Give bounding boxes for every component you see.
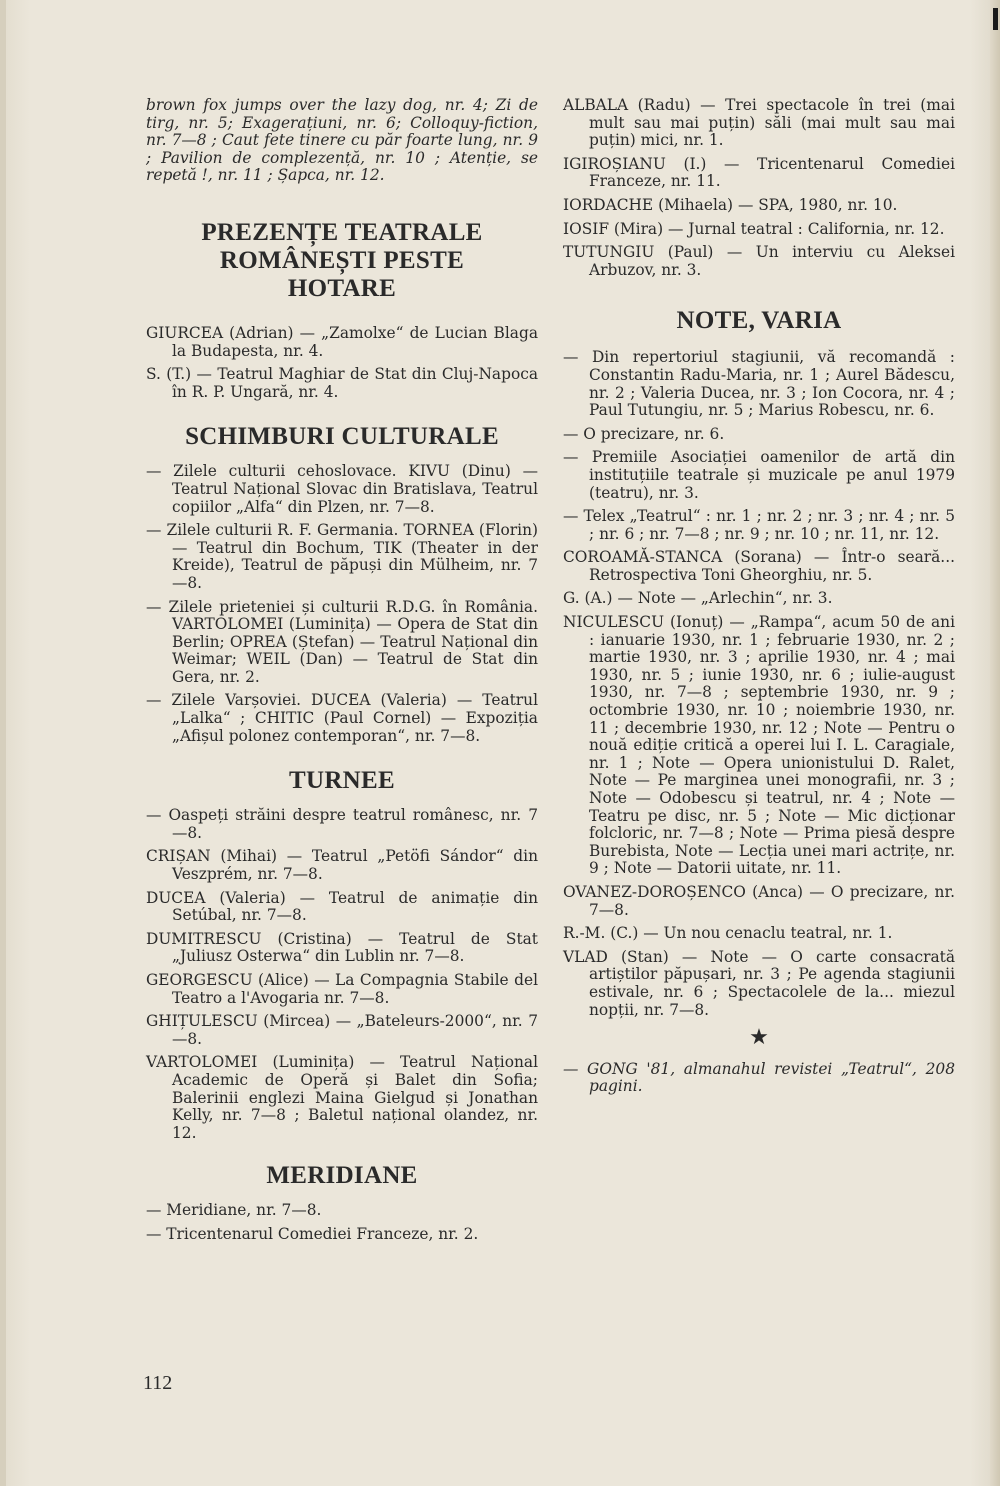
index-entry: — Zilele culturii R. F. Germania. TORNEA (Florin) — Teatrul din Bochum, TIK (Theater in der Kreide), Teatrul de păpuși din Mülheim, nr. 7—8. [146,521,538,592]
section-title-meridiane: MERIDIANE [266,1162,418,1190]
index-entry: — GONG '81, almanahul revistei „Teatrul“, 208 pagini. [563,1059,955,1096]
index-entry: — Tricentenarul Comediei Franceze, nr. 2. [146,1224,479,1243]
index-entry: — Meridiane, nr. 7—8. [146,1201,322,1220]
index-entry: OVANEZ-DOROȘENCO (Anca) — O precizare, nr. 7—8. [563,882,955,919]
index-entry: ALBALA (Radu) — Trei spectacole în trei (mai mult sau mai puțin) săli (mai mult sau mai puțin) mici, nr. 1. [563,96,955,150]
star-divider: ★ [749,1025,769,1051]
index-entry: GHIȚULESCU (Mircea) — „Bateleurs-2000“, nr. 7—8. [146,1012,538,1048]
continued-entry: brown fox jumps over the lazy dog, nr. 4; Zi de tirg, nr. 5; Exagerațiuni, nr. 6; Colloquy-fiction, nr. 7—8 ; Caut fete tinere cu păr foarte lung, nr. 9 ; Pavilion de complezență, nr. 10 ; Atenție, se repetă !, nr. 11 ; Șapca, nr. 12. [146,96,538,185]
section-title-note-varia: NOTE, VARIA [676,307,842,335]
index-entry: — Zilele Varșoviei. DUCEA (Valeria) — Teatrul „Lalka“ ; CHITIC (Paul Cornel) — Expoziția „Afișul polonez contemporan“, nr. 7—8. [146,691,538,745]
index-entry: IOSIF (Mira) — Jurnal teatral : California, nr. 12. [563,219,945,238]
index-entry: IGIROȘIANU (I.) — Tricentenarul Comediei Franceze, nr. 11. [563,154,955,191]
index-entry: VLAD (Stan) — Note — O carte consacrată artiștilor păpușari, nr. 3 ; Pe agenda stagiunii estivale, nr. 6 ; Spectacolele de la... miezul nopții, nr. 7—8. [563,947,955,1019]
index-entry: — Zilele prieteniei și culturii R.D.G. în România. VARTOLOMEI (Luminița) — Opera de Stat din Berlin; OPREA (Ștefan) — Teatrul Național din Weimar; WEIL (Dan) — Teatrul de Stat din Gera, nr. 2. [146,597,538,686]
index-entry: IORDACHE (Mihaela) — SPA, 1980, nr. 10. [563,195,898,214]
right-column [563,97,955,1102]
index-entry: NICULESCU (Ionuț) — „Rampa“, acum 50 de ani : ianuarie 1930, nr. 1 ; februarie 1930, nr. 2 ; martie 1930, nr. 3 ; aprilie 1930, nr. 4 ; mai 1930, nr. 5 ; iunie 1930, nr. 6 ; iulie-august 1930, nr. 7—8 ; septembrie 1930, nr. 9 ; octombrie 1930, nr. 10 ; noiembrie 1930, nr. 11 ; decembrie 1930, nr. 12 ; Note — Pentru o nouă ediție critică a operei lui I. L. Caragiale, nr. 1 ; Note — Opera unionistului D. Ralet, Note — Pe marginea unei monografii, nr. 3 ; Note — Odobescu și teatrul, nr. 4 ; Note — Teatru pe disc, nr. 5 ; Note — Mic dicționar folcloric, nr. 7—8 ; Note — Prima piesă despre Burebista, Note — Lecția unei mari actrițe, nr. 9 ; Note — Datorii uitate, nr. 11. [563,613,955,878]
index-entry: TUTUNGIU (Paul) — Un interviu cu Aleksei Arbuzov, nr. 3. [563,243,955,279]
index-entry: DUMITRESCU (Cristina) — Teatrul de Stat „Juliusz Osterwa“ din Lublin nr. 7—8. [146,929,538,966]
page-number: 112 [143,1372,173,1394]
index-entry: — Oaspeți străini despre teatrul românesc, nr. 7—8. [146,806,538,842]
section-title-schimburi: SCHIMBURI CULTURALE [185,423,499,451]
index-entry: COROAMĂ-STANCA (Sorana) — Într-o seară... Retrospectiva Toni Gheorghiu, nr. 5. [563,548,955,584]
section-title-prezente: PREZENȚE TEATRALE ROMÂNEȘTI PESTE HOTARE [201,218,483,302]
page-right-edge [990,0,1000,1486]
index-entry: G. (A.) — Note — „Arlechin“, nr. 3. [563,589,833,608]
index-entry: R.-M. (C.) — Un nou cenaclu teatral, nr. 1. [563,924,893,943]
index-entry: DUCEA (Valeria) — Teatrul de animație din Setúbal, nr. 7—8. [146,888,538,925]
index-entry: VARTOLOMEI (Luminița) — Teatrul Național Academic de Operă și Balet din Sofia; Balerinii englezi Maina Gielgud și Jonathan Kelly, nr. 7—8 ; Baletul național olandez, nr. 12. [146,1053,538,1142]
index-entry: GEORGESCU (Alice) — La Compagnia Stabile del Teatro a l'Avogaria nr. 7—8. [146,971,538,1007]
index-entry: — Din repertoriul stagiunii, vă recomandă : Constantin Radu-Maria, nr. 1 ; Aurel Bădescu, nr. 2 ; Valeria Ducea, nr. 3 ; Ion Cocora, nr. 4 ; Paul Tutungiu, nr. 5 ; Marius Robescu, nr. 6. [563,348,955,420]
page-left-edge [0,0,6,1486]
index-entry: GIURCEA (Adrian) — „Zamolxe“ de Lucian Blaga la Budapesta, nr. 4. [146,323,538,360]
index-entry: S. (T.) — Teatrul Maghiar de Stat din Cluj-Napoca în R. P. Ungară, nr. 4. [146,365,538,401]
left-column [146,97,538,1250]
index-entry: — Zilele culturii cehoslovace. KIVU (Dinu) — Teatrul Național Slovac din Bratislava, Teatrul copiilor „Alfa“ din Plzen, nr. 7—8. [146,462,538,516]
section-title-turnee: TURNEE [289,767,395,795]
index-entry: — Telex „Teatrul“ : nr. 1 ; nr. 2 ; nr. 3 ; nr. 4 ; nr. 5 ; nr. 6 ; nr. 7—8 ; nr. 9 ; nr. 10 ; nr. 11, nr. 12. [563,507,955,543]
index-entry: — O precizare, nr. 6. [563,424,725,443]
index-entry: CRIȘAN (Mihai) — Teatrul „Petöfi Sándor“ din Veszprém, nr. 7—8. [146,847,538,884]
margin-mark [993,8,998,30]
index-entry: — Premiile Asociației oamenilor de artă din instituțiile teatrale și muzicale pe anul 1979 (teatru), nr. 3. [563,448,955,502]
